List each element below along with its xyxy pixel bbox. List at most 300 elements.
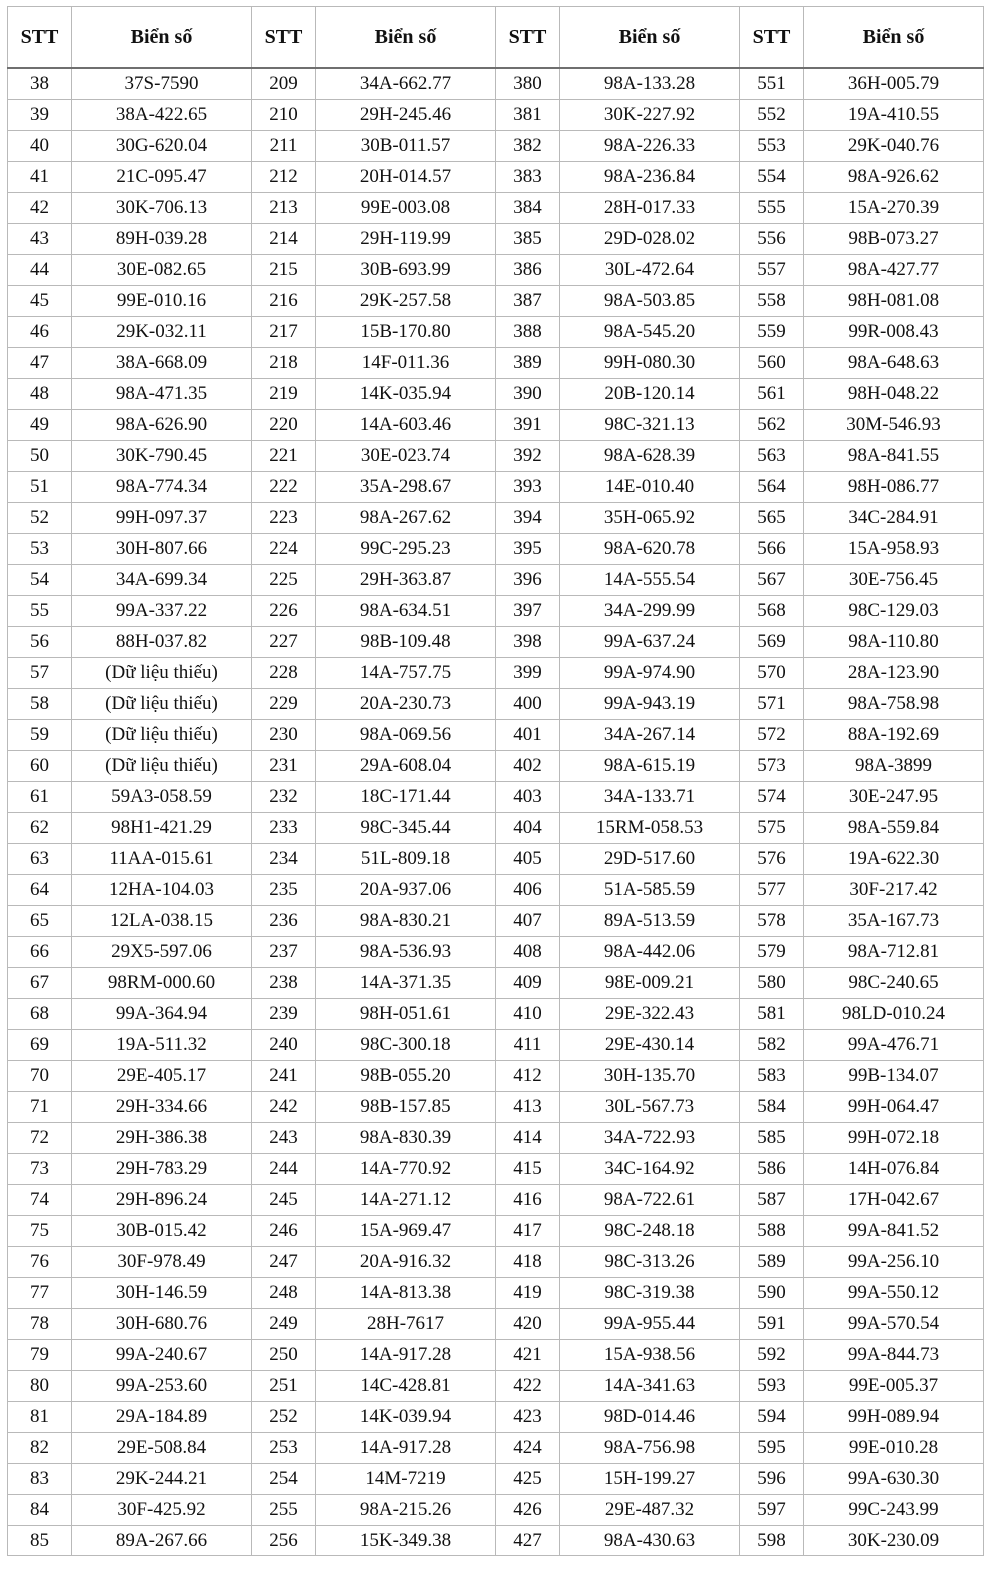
- plate-cell: 89A-513.59: [560, 906, 740, 937]
- plate-cell: (Dữ liệu thiếu): [72, 658, 252, 689]
- plate-cell: 30F-217.42: [804, 875, 984, 906]
- plate-cell: 29H-119.99: [316, 224, 496, 255]
- plate-cell: 98A-841.55: [804, 441, 984, 472]
- stt-cell: 553: [740, 131, 804, 162]
- stt-cell: 415: [496, 1154, 560, 1185]
- stt-cell: 403: [496, 782, 560, 813]
- plate-cell: 14A-917.28: [316, 1340, 496, 1371]
- plate-cell: 30K-790.45: [72, 441, 252, 472]
- stt-cell: 383: [496, 162, 560, 193]
- plate-cell: 28A-123.90: [804, 658, 984, 689]
- stt-header: STT: [740, 7, 804, 69]
- stt-cell: 51: [8, 472, 72, 503]
- plate-cell: 29E-487.32: [560, 1495, 740, 1526]
- plate-cell: 29X5-597.06: [72, 937, 252, 968]
- plate-header: Biển số: [316, 7, 496, 69]
- stt-cell: 583: [740, 1061, 804, 1092]
- table-body: [8, 68, 984, 1556]
- table-row: [8, 1278, 984, 1309]
- stt-cell: 218: [252, 348, 316, 379]
- plate-cell: 29H-245.46: [316, 100, 496, 131]
- stt-cell: 84: [8, 1495, 72, 1526]
- plate-cell: 18C-171.44: [316, 782, 496, 813]
- plate-cell: 29E-508.84: [72, 1433, 252, 1464]
- stt-cell: 391: [496, 410, 560, 441]
- plate-cell: 14F-011.36: [316, 348, 496, 379]
- stt-cell: 594: [740, 1402, 804, 1433]
- stt-cell: 582: [740, 1030, 804, 1061]
- stt-cell: 575: [740, 813, 804, 844]
- table-row: [8, 999, 984, 1030]
- plate-cell: 34C-284.91: [804, 503, 984, 534]
- plate-cell: 98D-014.46: [560, 1402, 740, 1433]
- plate-cell: 99R-008.43: [804, 317, 984, 348]
- stt-cell: 215: [252, 255, 316, 286]
- stt-cell: 220: [252, 410, 316, 441]
- plate-cell: (Dữ liệu thiếu): [72, 751, 252, 782]
- plate-cell: 30F-978.49: [72, 1247, 252, 1278]
- plate-cell: 30K-227.92: [560, 100, 740, 131]
- plate-header: Biển số: [72, 7, 252, 69]
- stt-cell: 248: [252, 1278, 316, 1309]
- plate-cell: 14A-271.12: [316, 1185, 496, 1216]
- plate-cell: 98H-086.77: [804, 472, 984, 503]
- table-row: [8, 317, 984, 348]
- stt-cell: 397: [496, 596, 560, 627]
- plate-cell: 99E-010.28: [804, 1433, 984, 1464]
- stt-cell: 589: [740, 1247, 804, 1278]
- stt-cell: 241: [252, 1061, 316, 1092]
- stt-cell: 561: [740, 379, 804, 410]
- stt-cell: 597: [740, 1495, 804, 1526]
- stt-cell: 427: [496, 1526, 560, 1556]
- plate-cell: 98C-248.18: [560, 1216, 740, 1247]
- plate-cell: 98A-756.98: [560, 1433, 740, 1464]
- stt-cell: 250: [252, 1340, 316, 1371]
- table-row: [8, 906, 984, 937]
- stt-cell: 80: [8, 1371, 72, 1402]
- plate-cell: 98A-648.63: [804, 348, 984, 379]
- stt-cell: 70: [8, 1061, 72, 1092]
- plate-cell: 99A-364.94: [72, 999, 252, 1030]
- table-row: [8, 782, 984, 813]
- plate-cell: 99H-072.18: [804, 1123, 984, 1154]
- stt-cell: 572: [740, 720, 804, 751]
- stt-cell: 560: [740, 348, 804, 379]
- plate-cell: 12HA-104.03: [72, 875, 252, 906]
- stt-cell: 593: [740, 1371, 804, 1402]
- stt-cell: 69: [8, 1030, 72, 1061]
- plate-cell: 99A-550.12: [804, 1278, 984, 1309]
- plate-cell: 29K-257.58: [316, 286, 496, 317]
- plate-cell: 30E-023.74: [316, 441, 496, 472]
- table-row: [8, 751, 984, 782]
- plate-cell: 15A-270.39: [804, 193, 984, 224]
- plate-cell: 14A-813.38: [316, 1278, 496, 1309]
- plate-cell: 30K-230.09: [804, 1526, 984, 1556]
- table-row: [8, 937, 984, 968]
- plate-cell: 98H-081.08: [804, 286, 984, 317]
- plate-cell: 29A-184.89: [72, 1402, 252, 1433]
- table-row: [8, 1340, 984, 1371]
- stt-cell: 244: [252, 1154, 316, 1185]
- stt-cell: 591: [740, 1309, 804, 1340]
- stt-cell: 65: [8, 906, 72, 937]
- stt-cell: 386: [496, 255, 560, 286]
- plate-cell: 89A-267.66: [72, 1526, 252, 1556]
- stt-cell: 242: [252, 1092, 316, 1123]
- stt-cell: 421: [496, 1340, 560, 1371]
- plate-cell: 98C-345.44: [316, 813, 496, 844]
- table-row: [8, 968, 984, 999]
- stt-cell: 596: [740, 1464, 804, 1495]
- stt-cell: 40: [8, 131, 72, 162]
- stt-cell: 224: [252, 534, 316, 565]
- stt-cell: 390: [496, 379, 560, 410]
- stt-cell: 237: [252, 937, 316, 968]
- stt-cell: 219: [252, 379, 316, 410]
- plate-cell: 29D-517.60: [560, 844, 740, 875]
- plate-cell: 34A-699.34: [72, 565, 252, 596]
- plate-cell: 30B-015.42: [72, 1216, 252, 1247]
- plate-cell: 98A-722.61: [560, 1185, 740, 1216]
- stt-cell: 82: [8, 1433, 72, 1464]
- stt-cell: 234: [252, 844, 316, 875]
- stt-cell: 567: [740, 565, 804, 596]
- stt-cell: 232: [252, 782, 316, 813]
- plate-cell: 29H-783.29: [72, 1154, 252, 1185]
- plate-cell: 34A-662.77: [316, 68, 496, 100]
- stt-cell: 413: [496, 1092, 560, 1123]
- plate-cell: 98A-830.21: [316, 906, 496, 937]
- stt-header: STT: [8, 7, 72, 69]
- table-row: [8, 844, 984, 875]
- stt-cell: 72: [8, 1123, 72, 1154]
- plate-cell: 30F-425.92: [72, 1495, 252, 1526]
- plate-cell: 20H-014.57: [316, 162, 496, 193]
- stt-cell: 419: [496, 1278, 560, 1309]
- stt-cell: 562: [740, 410, 804, 441]
- stt-cell: 416: [496, 1185, 560, 1216]
- stt-cell: 423: [496, 1402, 560, 1433]
- table-row: [8, 658, 984, 689]
- plate-cell: 98A-215.26: [316, 1495, 496, 1526]
- stt-cell: 79: [8, 1340, 72, 1371]
- plate-cell: 99A-476.71: [804, 1030, 984, 1061]
- stt-cell: 385: [496, 224, 560, 255]
- plate-cell: 14E-010.40: [560, 472, 740, 503]
- stt-cell: 226: [252, 596, 316, 627]
- stt-cell: 578: [740, 906, 804, 937]
- plate-cell: 98B-055.20: [316, 1061, 496, 1092]
- table-row: [8, 193, 984, 224]
- table-row: [8, 379, 984, 410]
- stt-cell: 399: [496, 658, 560, 689]
- plate-cell: 30E-082.65: [72, 255, 252, 286]
- plate-cell: 15A-958.93: [804, 534, 984, 565]
- plate-cell: 17H-042.67: [804, 1185, 984, 1216]
- stt-cell: 586: [740, 1154, 804, 1185]
- plate-header: Biển số: [804, 7, 984, 69]
- table-row: [8, 503, 984, 534]
- plate-cell: 14A-371.35: [316, 968, 496, 999]
- stt-cell: 46: [8, 317, 72, 348]
- plate-cell: 14A-770.92: [316, 1154, 496, 1185]
- stt-cell: 587: [740, 1185, 804, 1216]
- plate-cell: 20A-230.73: [316, 689, 496, 720]
- stt-cell: 579: [740, 937, 804, 968]
- plate-cell: 35A-167.73: [804, 906, 984, 937]
- stt-cell: 240: [252, 1030, 316, 1061]
- stt-cell: 396: [496, 565, 560, 596]
- stt-cell: 43: [8, 224, 72, 255]
- stt-cell: 233: [252, 813, 316, 844]
- table-row: [8, 131, 984, 162]
- stt-cell: 574: [740, 782, 804, 813]
- plate-cell: 14A-341.63: [560, 1371, 740, 1402]
- plate-cell: 29E-322.43: [560, 999, 740, 1030]
- plate-cell: 98A-442.06: [560, 937, 740, 968]
- plate-cell: 99E-003.08: [316, 193, 496, 224]
- stt-cell: 569: [740, 627, 804, 658]
- stt-cell: 408: [496, 937, 560, 968]
- table-row: [8, 1464, 984, 1495]
- plate-cell: 30H-807.66: [72, 534, 252, 565]
- stt-cell: 407: [496, 906, 560, 937]
- stt-cell: 221: [252, 441, 316, 472]
- plate-cell: 20B-120.14: [560, 379, 740, 410]
- stt-cell: 573: [740, 751, 804, 782]
- plate-cell: 98A-226.33: [560, 131, 740, 162]
- plate-cell: 98C-319.38: [560, 1278, 740, 1309]
- stt-cell: 409: [496, 968, 560, 999]
- plate-cell: 99A-974.90: [560, 658, 740, 689]
- stt-cell: 256: [252, 1526, 316, 1556]
- plate-cell: 30B-693.99: [316, 255, 496, 286]
- plate-cell: 98A-236.84: [560, 162, 740, 193]
- plate-cell: 89H-039.28: [72, 224, 252, 255]
- plate-cell: 99A-844.73: [804, 1340, 984, 1371]
- plate-cell: 98A-774.34: [72, 472, 252, 503]
- plate-cell: 19A-511.32: [72, 1030, 252, 1061]
- stt-cell: 211: [252, 131, 316, 162]
- stt-cell: 73: [8, 1154, 72, 1185]
- stt-cell: 563: [740, 441, 804, 472]
- stt-cell: 57: [8, 658, 72, 689]
- plate-cell: 98RM-000.60: [72, 968, 252, 999]
- plate-cell: 29A-608.04: [316, 751, 496, 782]
- stt-cell: 568: [740, 596, 804, 627]
- plate-cell: 29D-028.02: [560, 224, 740, 255]
- plate-cell: 98A-626.90: [72, 410, 252, 441]
- table-row: [8, 627, 984, 658]
- plate-cell: (Dữ liệu thiếu): [72, 689, 252, 720]
- stt-cell: 394: [496, 503, 560, 534]
- stt-cell: 555: [740, 193, 804, 224]
- table-row: [8, 1495, 984, 1526]
- stt-cell: 213: [252, 193, 316, 224]
- table-row: [8, 1030, 984, 1061]
- plate-cell: 98A-559.84: [804, 813, 984, 844]
- plate-cell: 98A-615.19: [560, 751, 740, 782]
- stt-cell: 388: [496, 317, 560, 348]
- table-row: [8, 596, 984, 627]
- plate-cell: 15A-938.56: [560, 1340, 740, 1371]
- stt-cell: 595: [740, 1433, 804, 1464]
- table-row: [8, 1123, 984, 1154]
- table-row: [8, 1526, 984, 1556]
- stt-cell: 229: [252, 689, 316, 720]
- plate-cell: 98H-048.22: [804, 379, 984, 410]
- plate-cell: 98B-073.27: [804, 224, 984, 255]
- stt-cell: 425: [496, 1464, 560, 1495]
- plate-cell: 21C-095.47: [72, 162, 252, 193]
- plate-cell: 12LA-038.15: [72, 906, 252, 937]
- table-row: [8, 720, 984, 751]
- table-row: [8, 1061, 984, 1092]
- stt-cell: 68: [8, 999, 72, 1030]
- table-row: [8, 565, 984, 596]
- plate-cell: 98A-620.78: [560, 534, 740, 565]
- stt-cell: 39: [8, 100, 72, 131]
- stt-cell: 426: [496, 1495, 560, 1526]
- stt-cell: 245: [252, 1185, 316, 1216]
- stt-cell: 85: [8, 1526, 72, 1556]
- plate-cell: 15K-349.38: [316, 1526, 496, 1556]
- plate-cell: 98C-240.65: [804, 968, 984, 999]
- stt-cell: 214: [252, 224, 316, 255]
- plate-cell: 14M-7219: [316, 1464, 496, 1495]
- plate-cell: 37S-7590: [72, 68, 252, 100]
- plate-cell: 30H-146.59: [72, 1278, 252, 1309]
- plate-cell: 30L-567.73: [560, 1092, 740, 1123]
- plate-cell: 99A-337.22: [72, 596, 252, 627]
- plate-cell: 29H-896.24: [72, 1185, 252, 1216]
- plate-cell: 99C-295.23: [316, 534, 496, 565]
- plate-cell: 98C-313.26: [560, 1247, 740, 1278]
- stt-cell: 405: [496, 844, 560, 875]
- stt-cell: 417: [496, 1216, 560, 1247]
- table-row: [8, 1433, 984, 1464]
- plate-cell: 28H-017.33: [560, 193, 740, 224]
- plate-cell: 99A-637.24: [560, 627, 740, 658]
- stt-cell: 63: [8, 844, 72, 875]
- stt-cell: 410: [496, 999, 560, 1030]
- table-row: [8, 1092, 984, 1123]
- plate-cell: 14H-076.84: [804, 1154, 984, 1185]
- plate-cell: 99H-080.30: [560, 348, 740, 379]
- plate-cell: 30H-135.70: [560, 1061, 740, 1092]
- plate-cell: 29K-244.21: [72, 1464, 252, 1495]
- stt-cell: 389: [496, 348, 560, 379]
- plate-cell: 38A-668.09: [72, 348, 252, 379]
- license-plate-table: [7, 6, 984, 1556]
- plate-cell: 99A-943.19: [560, 689, 740, 720]
- plate-cell: 30G-620.04: [72, 131, 252, 162]
- stt-cell: 395: [496, 534, 560, 565]
- table-row: [8, 100, 984, 131]
- plate-cell: 98A-110.80: [804, 627, 984, 658]
- plate-cell: 51A-585.59: [560, 875, 740, 906]
- stt-cell: 406: [496, 875, 560, 906]
- stt-cell: 48: [8, 379, 72, 410]
- plate-cell: 29H-386.38: [72, 1123, 252, 1154]
- stt-cell: 212: [252, 162, 316, 193]
- stt-cell: 247: [252, 1247, 316, 1278]
- stt-cell: 552: [740, 100, 804, 131]
- stt-cell: 571: [740, 689, 804, 720]
- stt-cell: 56: [8, 627, 72, 658]
- table-row: [8, 1402, 984, 1433]
- table-row: [8, 348, 984, 379]
- plate-cell: 30E-247.95: [804, 782, 984, 813]
- plate-cell: 14A-757.75: [316, 658, 496, 689]
- stt-cell: 424: [496, 1433, 560, 1464]
- stt-cell: 216: [252, 286, 316, 317]
- plate-cell: 35A-298.67: [316, 472, 496, 503]
- stt-cell: 254: [252, 1464, 316, 1495]
- stt-cell: 228: [252, 658, 316, 689]
- stt-cell: 75: [8, 1216, 72, 1247]
- plate-cell: 99E-010.16: [72, 286, 252, 317]
- stt-cell: 558: [740, 286, 804, 317]
- stt-cell: 53: [8, 534, 72, 565]
- stt-cell: 222: [252, 472, 316, 503]
- stt-cell: 61: [8, 782, 72, 813]
- stt-cell: 225: [252, 565, 316, 596]
- plate-cell: 28H-7617: [316, 1309, 496, 1340]
- plate-cell: 98B-157.85: [316, 1092, 496, 1123]
- stt-cell: 565: [740, 503, 804, 534]
- plate-cell: 51L-809.18: [316, 844, 496, 875]
- plate-cell: 20A-916.32: [316, 1247, 496, 1278]
- stt-cell: 230: [252, 720, 316, 751]
- plate-cell: 88H-037.82: [72, 627, 252, 658]
- plate-cell: 99H-064.47: [804, 1092, 984, 1123]
- plate-cell: 88A-192.69: [804, 720, 984, 751]
- stt-cell: 570: [740, 658, 804, 689]
- stt-cell: 223: [252, 503, 316, 534]
- stt-cell: 577: [740, 875, 804, 906]
- table-row: [8, 441, 984, 472]
- stt-cell: 414: [496, 1123, 560, 1154]
- stt-cell: 44: [8, 255, 72, 286]
- plate-cell: 98A-712.81: [804, 937, 984, 968]
- plate-cell: 99A-570.54: [804, 1309, 984, 1340]
- stt-cell: 235: [252, 875, 316, 906]
- plate-cell: 99A-841.52: [804, 1216, 984, 1247]
- stt-cell: 210: [252, 100, 316, 131]
- plate-cell: 98A-758.98: [804, 689, 984, 720]
- plate-cell: 20A-937.06: [316, 875, 496, 906]
- stt-cell: 381: [496, 100, 560, 131]
- stt-cell: 411: [496, 1030, 560, 1061]
- stt-cell: 249: [252, 1309, 316, 1340]
- stt-cell: 592: [740, 1340, 804, 1371]
- stt-cell: 236: [252, 906, 316, 937]
- plate-cell: 38A-422.65: [72, 100, 252, 131]
- stt-cell: 255: [252, 1495, 316, 1526]
- plate-cell: 98A-926.62: [804, 162, 984, 193]
- stt-cell: 402: [496, 751, 560, 782]
- plate-cell: 99A-240.67: [72, 1340, 252, 1371]
- stt-cell: 78: [8, 1309, 72, 1340]
- plate-cell: 29E-430.14: [560, 1030, 740, 1061]
- stt-cell: 554: [740, 162, 804, 193]
- table-row: [8, 534, 984, 565]
- stt-header: STT: [252, 7, 316, 69]
- stt-cell: 252: [252, 1402, 316, 1433]
